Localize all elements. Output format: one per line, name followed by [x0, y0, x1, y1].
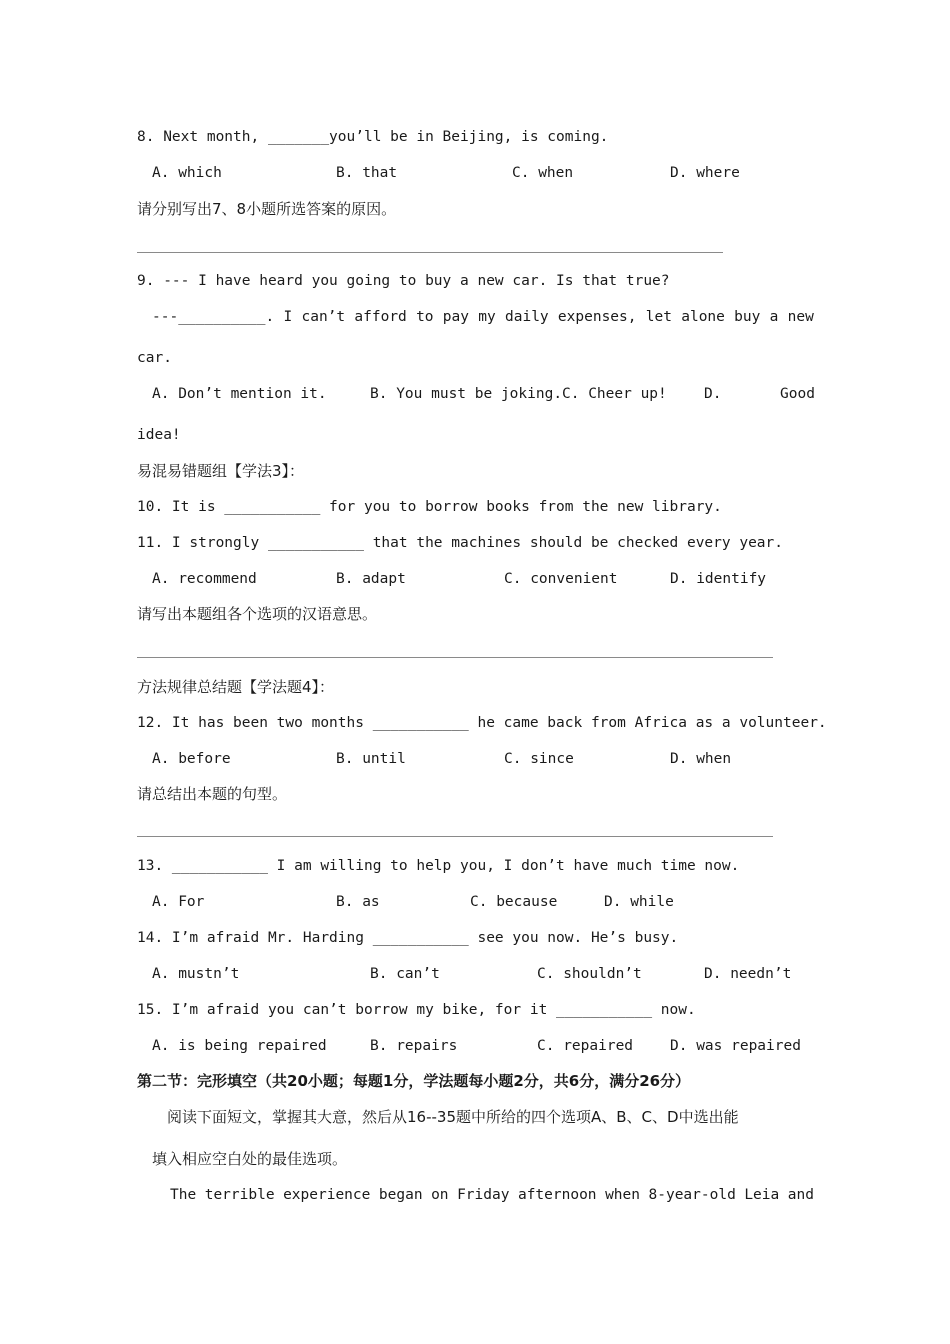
question-9-options-wrap: idea!	[137, 427, 181, 443]
word: I	[283, 309, 293, 325]
question-13-options	[152, 892, 852, 912]
word: and	[787, 1187, 814, 1203]
question-15-options	[152, 1036, 852, 1056]
instructions-line-2: 填入相应空白处的最佳选项。	[152, 1150, 348, 1168]
option-d: D. while	[604, 894, 674, 910]
word: terrible	[204, 1187, 275, 1203]
option-d: D. where	[670, 165, 740, 181]
option-b: B. until	[336, 751, 406, 767]
option-b: B. adapt	[336, 571, 406, 587]
option-b: B. that	[336, 165, 398, 181]
question-14-options	[152, 964, 852, 984]
option-a: A. For	[152, 894, 205, 910]
question-12-options	[152, 749, 852, 769]
section-2-title: 第二节：完形填空（共20小题；每题1分，学法题每小题2分，共6分，满分26分）	[137, 1072, 691, 1090]
option-c: C. repaired	[537, 1038, 634, 1054]
option-d: D. identify	[670, 571, 767, 587]
question-9-reply	[152, 307, 814, 327]
option-d: D. was repaired	[670, 1038, 801, 1054]
instructions-line-1: 阅读下面短文，掌握其大意，然后从16--35题中所给的四个选项A、B、C、D中选出能	[167, 1108, 739, 1126]
word: can’t	[301, 309, 346, 325]
option-c: C. because	[470, 894, 558, 910]
word: expenses,	[557, 309, 637, 325]
option-a: A. Don’t mention it.	[152, 386, 327, 402]
word: new	[787, 309, 814, 325]
question-8-options	[152, 163, 852, 183]
question-15-stem: 15. I’m afraid you can’t borrow my bike, for it ___________ now.	[137, 1002, 696, 1018]
meaning-prompt: 请写出本题组各个选项的汉语意思。	[137, 605, 378, 623]
question-10-stem: 10. It is ___________ for you to borrow books from the new library.	[137, 499, 722, 515]
word: pay	[442, 309, 469, 325]
option-b: B. as	[336, 894, 380, 910]
word: let	[645, 309, 672, 325]
word: ---__________.	[152, 309, 275, 325]
option-a: A. recommend	[152, 571, 257, 587]
option-b: B. You must be joking.	[370, 386, 563, 402]
question-13-stem: 13. ___________ I am willing to help you, I don’t have much time now.	[137, 858, 740, 874]
option-b: B. can’t	[370, 966, 440, 982]
option-d: D.	[704, 386, 722, 402]
answer-line[interactable]	[137, 252, 723, 253]
word: afford	[354, 309, 407, 325]
reason-prompt: 请分别写出7、8小题所选答案的原因。	[137, 200, 397, 218]
question-10-11-options	[152, 569, 852, 589]
question-9-reply-wrap: car.	[137, 350, 172, 366]
word: Leia	[744, 1187, 780, 1203]
question-14-stem: 14. I’m afraid Mr. Harding ___________ see you now. He’s busy.	[137, 930, 679, 946]
word: daily	[505, 309, 549, 325]
option-d: D. needn’t	[704, 966, 792, 982]
word: on	[431, 1187, 449, 1203]
option-c: C. since	[504, 751, 574, 767]
option-c: C. when	[512, 165, 574, 181]
word: buy	[734, 309, 761, 325]
answer-line[interactable]	[137, 657, 773, 658]
option-a: A. which	[152, 165, 222, 181]
option-a: A. is being repaired	[152, 1038, 327, 1054]
word: afternoon	[517, 1187, 597, 1203]
option-d: D. when	[670, 751, 732, 767]
option-a: A. mustn’t	[152, 966, 240, 982]
group-4-title: 方法规律总结题【学法题4】：	[137, 678, 335, 696]
word: a	[769, 309, 779, 325]
word: when	[605, 1187, 640, 1203]
pattern-prompt: 请总结出本题的句型。	[137, 785, 288, 803]
option-c: C. shouldn’t	[537, 966, 642, 982]
group-3-title: 易混易错题组【学法3】：	[137, 462, 305, 480]
word: to	[416, 309, 434, 325]
option-c: C. convenient	[504, 571, 618, 587]
word: alone	[681, 309, 725, 325]
question-11-stem: 11. I strongly ___________ that the machines should be checked every year.	[137, 535, 784, 551]
question-9-stem: 9. --- I have heard you going to buy a new car. Is that true?	[137, 273, 670, 289]
word: my	[478, 309, 496, 325]
answer-line[interactable]	[137, 836, 773, 837]
word: began	[378, 1187, 423, 1203]
word: Friday	[457, 1187, 510, 1203]
passage-paragraph	[170, 1185, 814, 1205]
word: 8-year-old	[648, 1187, 736, 1203]
question-12-stem: 12. It has been two months ___________ he came back from Africa as a volunteer.	[137, 715, 827, 731]
word: experience	[283, 1187, 371, 1203]
word: The	[170, 1187, 197, 1203]
option-d-text: Good	[780, 386, 815, 402]
question-8-stem: 8. Next month, _______you’ll be in Beijing, is coming.	[137, 129, 609, 145]
option-a: A. before	[152, 751, 231, 767]
option-c: C. Cheer up!	[562, 386, 667, 402]
option-b: B. repairs	[370, 1038, 458, 1054]
question-9-options	[152, 384, 814, 404]
